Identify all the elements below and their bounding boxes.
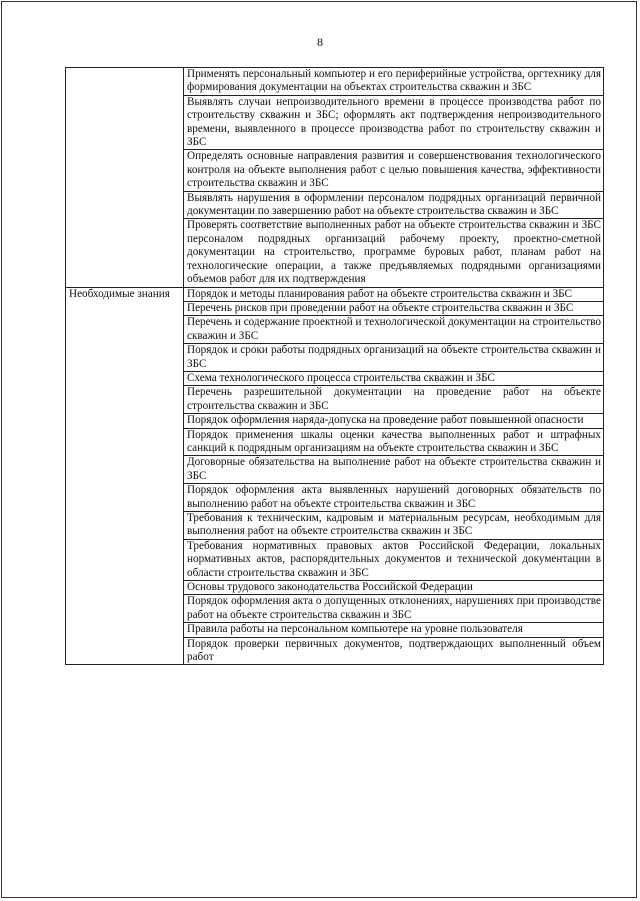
table-cell: Порядок проверки первичных документов, подтверждающих выполненный объем работ (184, 637, 604, 665)
table-cell: Определять основные направления развития и совершенствования технологического контроля на объекте выполнения работ с целью повышения качества, эффективности строительства скважин и ЗБС (184, 150, 604, 191)
table-row (66, 68, 604, 96)
table-row (66, 287, 604, 301)
page-number: 8 (317, 35, 323, 49)
row-label-empty (66, 68, 184, 288)
table-cell: Требования нормативных правовых актов Российской Федерации, локальных нормативных актов, распорядительных документов и технической документации в области строительства скважин и ЗБС (184, 539, 604, 580)
table-cell: Порядок и сроки работы подрядных организаций на объекте строительства скважин и ЗБС (184, 344, 604, 372)
table-cell: Порядок оформления наряда-допуска на проведение работ повышенной опасности (184, 414, 604, 428)
table-cell: Порядок применения шкалы оценки качества выполненных работ и штрафных санкций к подрядным организациям на объекте строительства скважин и ЗБС (184, 428, 604, 456)
table-cell: Порядок оформления акта о допущенных отклонениях, нарушениях при производстве работ на объекте строительства скважин и ЗБС (184, 595, 604, 623)
table-cell: Схема технологического процесса строительства скважин и ЗБС (184, 371, 604, 385)
table-cell: Перечень и содержание проектной и технологической документации на строительство скважин и ЗБС (184, 316, 604, 344)
row-label-knowledge: Необходимые знания (66, 287, 184, 665)
table-cell: Проверять соответствие выполненных работ на объекте строительства скважин и ЗБС персоналом подрядных организаций рабочему проекту, проектно-сметной документации на строительство, программе буровых работ, планам работ на технологические операции, а также предъявляемых подрядными организациями объемов работ для их подтверждения (184, 219, 604, 287)
requirements-table (65, 67, 604, 665)
table-cell: Перечень разрешительной документации на проведение работ на объекте строительства скважин и ЗБС (184, 386, 604, 414)
table-cell: Выявлять нарушения в оформлении персоналом подрядных организаций первичной документации по завершению работ на объекте строительства скважин и ЗБС (184, 191, 604, 219)
table-cell: Перечень рисков при проведении работ на объекте строительства скважин и ЗБС (184, 301, 604, 315)
table-cell: Порядок и методы планирования работ на объекте строительства скважин и ЗБС (184, 287, 604, 301)
table-cell: Порядок оформления акта выявленных нарушений договорных обязательств по выполнению работ на объекте строительства скважин и ЗБС (184, 484, 604, 512)
table-cell: Правила работы на персональном компьютере на уровне пользователя (184, 623, 604, 637)
table-cell: Требования к техническим, кадровым и материальным ресурсам, необходимым для выполнения работ на объекте строительства скважин и ЗБС (184, 512, 604, 540)
table-cell: Основы трудового законодательства Российской Федерации (184, 581, 604, 595)
table-cell: Выявлять случаи непроизводительного времени в процессе производства работ по строительству скважин и ЗБС; оформлять акт подтверждения непроизводительного времени, выявленного в процессе производства работ по строительству скважин и ЗБС (184, 95, 604, 150)
table-cell: Применять персональный компьютер и его периферийные устройства, оргтехнику для формирования документации на объектах строительства скважин и ЗБС (184, 68, 604, 96)
table-cell: Договорные обязательства на выполнение работ на объекте строительства скважин и ЗБС (184, 456, 604, 484)
